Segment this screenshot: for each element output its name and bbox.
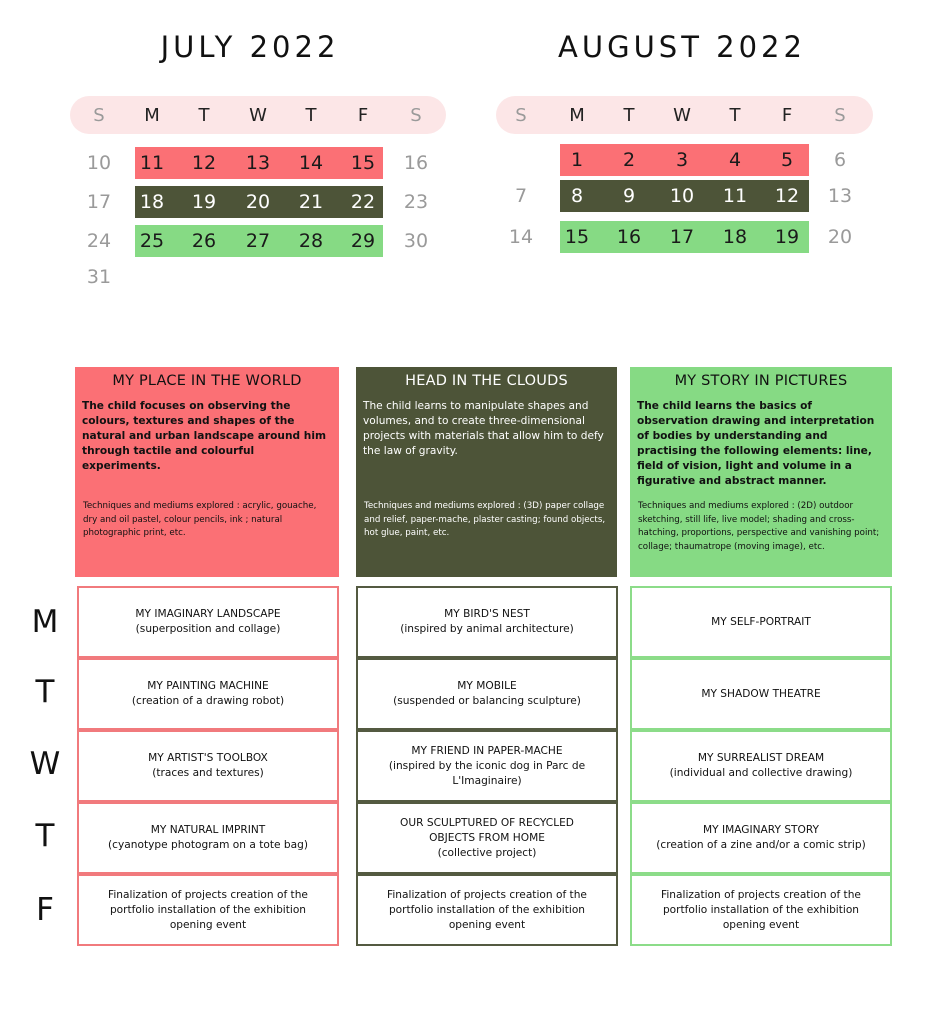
calendar-day: 12: [191, 152, 217, 174]
activity-box: [77, 586, 339, 658]
activity-box: [630, 658, 892, 730]
calendar-day: 10: [86, 152, 112, 174]
weekday-monday: M: [31, 604, 59, 640]
weekday-header: M: [144, 105, 160, 126]
weekday-header: T: [198, 105, 210, 126]
weekday-header: S: [410, 105, 422, 126]
calendar-day: 18: [722, 226, 748, 248]
calendar-day: 7: [514, 185, 528, 207]
weekday-friday: F: [36, 892, 54, 928]
calendar-day: 4: [728, 149, 742, 171]
activity-title: MY IMAGINARY LANDSCAPE: [135, 608, 281, 620]
activity-box: [356, 730, 618, 802]
activity-subtitle: (superposition and collage): [135, 623, 281, 635]
weekday-header: M: [569, 105, 585, 126]
calendar-day: 5: [780, 149, 794, 171]
activity-subtitle: (individual and collective drawing): [669, 767, 853, 779]
theme-description: The child focuses on observing the colours, textures and shapes of the natural and urban landscape around him through tactile and colourful experiments.: [82, 400, 326, 472]
theme-techniques: Techniques and mediums explored : (2D) outdoor sketching, still life, live model; shading and cross-hatching, proportions, perspective and vanishing point; collage; thaumatrope (moving image), etc.: [638, 501, 880, 552]
calendar-day: 23: [403, 191, 429, 213]
calendar-day: 27: [245, 230, 271, 252]
weekday-header: F: [781, 105, 793, 126]
activity-title: MY BIRD'S NEST: [444, 608, 530, 620]
july-title: JULY 2022: [160, 30, 340, 64]
weekday-header: T: [305, 105, 317, 126]
calendar-day: 28: [298, 230, 324, 252]
calendar-day: 16: [616, 226, 642, 248]
calendar-day: 14: [298, 152, 324, 174]
calendar-day: 1: [570, 149, 584, 171]
theme-my-place-in-the-world: [75, 367, 339, 577]
activity-title: MY SELF-PORTRAIT: [711, 615, 811, 628]
theme-my-story-in-pictures: [630, 367, 892, 577]
calendar-day: 13: [245, 152, 271, 174]
calendar-day: 19: [191, 191, 217, 213]
calendar-day: 21: [298, 191, 324, 213]
calendar-day: 10: [669, 185, 695, 207]
calendar-day: 15: [564, 226, 590, 248]
calendar-day: 20: [245, 191, 271, 213]
weekday-header: W: [249, 105, 267, 126]
weekday-thursday: T: [35, 818, 55, 854]
activity-title: MY PAINTING MACHINE: [147, 680, 269, 692]
calendar-day: 30: [403, 230, 429, 252]
calendar-day: 11: [139, 152, 165, 174]
calendar-day: 2: [622, 149, 636, 171]
calendar-day: 19: [774, 226, 800, 248]
activity-subtitle: (cyanotype photogram on a tote bag): [108, 839, 308, 851]
activity-box: [356, 586, 618, 658]
activity-subtitle: (creation of a drawing robot): [131, 695, 285, 707]
weekday-header: S: [93, 105, 105, 126]
activity-title: Finalization of projects creation of the portfolio installation of the exhibition opening event: [387, 888, 587, 931]
weekday-header: S: [834, 105, 846, 126]
calendar-day: 14: [508, 226, 534, 248]
theme-head-in-the-clouds: [356, 367, 617, 577]
activity-title: MY SURREALIST DREAM: [697, 752, 825, 764]
calendar-day: 18: [139, 191, 165, 213]
activity-title: MY IMAGINARY STORY: [702, 824, 820, 836]
calendar-day: 29: [350, 230, 376, 252]
activity-subtitle: (traces and textures): [152, 767, 264, 779]
activity-box: [356, 802, 618, 874]
calendar-day: 31: [86, 266, 112, 288]
activity-title: MY SHADOW THEATRE: [701, 687, 821, 700]
schedule-column-week2: [356, 586, 618, 946]
calendar-day: 9: [622, 185, 636, 207]
activity-subtitle: (inspired by the iconic dog in Parc de L'Imaginaire): [388, 759, 586, 787]
activity-box: [356, 658, 618, 730]
activity-box: [630, 802, 892, 874]
calendar-day: 6: [833, 149, 847, 171]
theme-description: The child learns the basics of observation drawing and interpretation of bodies by understanding and practising the following elements: line, field of vision, light and volume in a figurative and abstract manner.: [637, 400, 875, 487]
weekday-header: S: [515, 105, 527, 126]
activity-subtitle: (inspired by animal architecture): [400, 623, 574, 635]
calendar-day: 8: [570, 185, 584, 207]
weekday-tuesday: T: [35, 674, 55, 710]
calendar-day: 20: [827, 226, 853, 248]
activity-box: [77, 658, 339, 730]
calendar-day: 16: [403, 152, 429, 174]
calendar-day: 15: [350, 152, 376, 174]
calendar-day: 17: [669, 226, 695, 248]
calendar-day: 22: [350, 191, 376, 213]
calendar-day: 26: [191, 230, 217, 252]
activity-title: OUR SCULPTURED OF RECYCLED OBJECTS FROM HOME: [400, 816, 574, 844]
weekday-wednesday: W: [29, 746, 61, 782]
activity-subtitle: (collective project): [437, 846, 537, 859]
weekday-header: F: [357, 105, 369, 126]
schedule-column-week3: [630, 586, 892, 946]
activity-box: [630, 874, 892, 946]
calendar-day: 12: [774, 185, 800, 207]
activity-box: [77, 730, 339, 802]
activity-box: [630, 730, 892, 802]
activity-title: MY ARTIST'S TOOLBOX: [148, 752, 268, 764]
activity-subtitle: (creation of a zine and/or a comic strip): [656, 839, 866, 851]
theme-description: The child learns to manipulate shapes and volumes, and to create three-dimensional projects with materials that allow him to defy the law of gravity.: [363, 400, 604, 457]
weekday-header: W: [673, 105, 691, 126]
calendar-day: 25: [139, 230, 165, 252]
schedule-column-week1: [77, 586, 339, 946]
activity-title: Finalization of projects creation of the portfolio installation of the exhibition opening event: [108, 888, 308, 931]
activity-box: [77, 874, 339, 946]
calendar-day: 3: [675, 149, 689, 171]
theme-techniques: Techniques and mediums explored : (3D) paper collage and relief, paper-mache, plaster casting; found objects, hot glue, paint, etc.: [364, 501, 606, 538]
weekday-header: T: [623, 105, 635, 126]
theme-techniques: Techniques and mediums explored : acrylic, gouache, dry and oil pastel, colour pencils, ink ; natural photographic print, etc.: [83, 501, 317, 538]
theme-title: MY STORY IN PICTURES: [674, 373, 848, 389]
activity-subtitle: (suspended or balancing sculpture): [393, 695, 581, 707]
weekday-header: T: [729, 105, 741, 126]
august-title: AUGUST 2022: [558, 30, 806, 64]
calendar-day: 24: [86, 230, 112, 252]
activity-title: Finalization of projects creation of the portfolio installation of the exhibition opening event: [661, 888, 861, 931]
activity-title: MY MOBILE: [457, 680, 517, 692]
theme-title: MY PLACE IN THE WORLD: [112, 373, 302, 389]
activity-box: [630, 586, 892, 658]
calendar-day: 17: [86, 191, 112, 213]
activity-box: [356, 874, 618, 946]
calendar-day: 11: [722, 185, 748, 207]
theme-title: HEAD IN THE CLOUDS: [405, 373, 568, 389]
calendar-day: 13: [827, 185, 853, 207]
activity-title: MY FRIEND IN PAPER-MACHE: [411, 744, 563, 757]
activity-title: MY NATURAL IMPRINT: [150, 824, 266, 836]
activity-box: [77, 802, 339, 874]
